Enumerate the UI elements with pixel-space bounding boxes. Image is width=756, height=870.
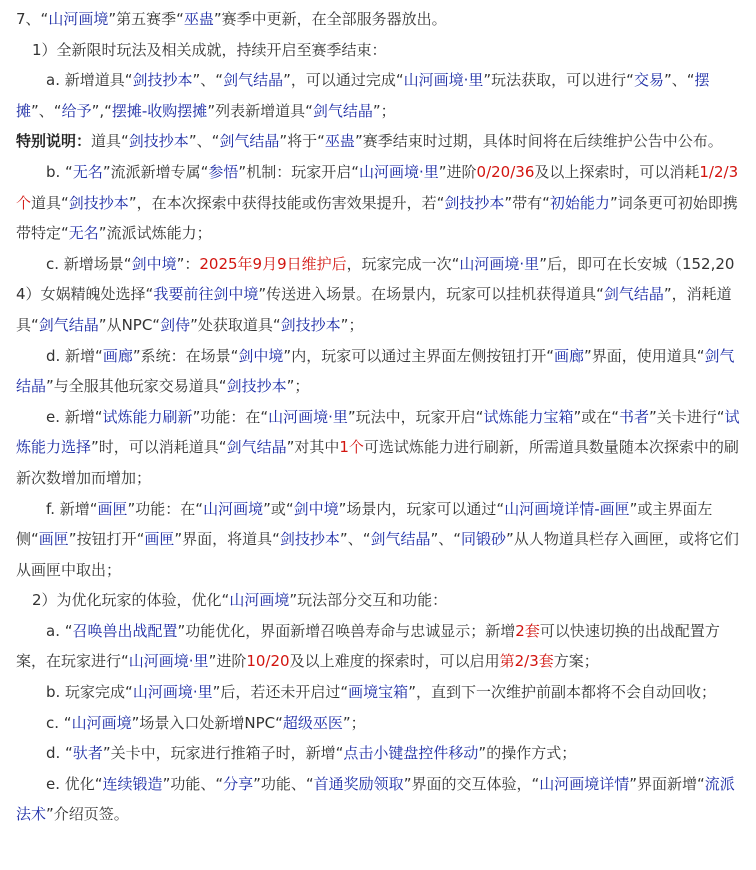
text-run: ”玩法部分交互和功能： <box>289 591 448 610</box>
text-run: ”传送进入场景。在场景内，玩家可以挂机获得道具“ <box>258 285 604 304</box>
text-run: e. 优化“ <box>46 774 103 793</box>
highlight-term: 剑技抄本 <box>68 193 129 212</box>
text-run: e. 新增“ <box>46 407 103 426</box>
text-run: 及以上难度的探索时，可以启用 <box>289 652 500 671</box>
text-run: c. 新增场景“ <box>46 254 132 273</box>
highlight-term: 山河画境·里 <box>268 407 348 426</box>
highlight-term: 剑技抄本 <box>128 132 189 151</box>
highlight-term: 画匣 <box>144 530 175 549</box>
text-run: ”； <box>286 377 310 396</box>
highlight-term: 摆摊 <box>16 71 710 120</box>
highlight-term: 山河画境·里 <box>459 254 540 273</box>
text-run: ”； <box>340 315 364 334</box>
highlight-term: 点击小键盘控件移动 <box>343 744 479 763</box>
highlight-term: 剑中境 <box>238 346 284 365</box>
highlight-number: 第2/3套 <box>499 652 554 671</box>
text-run: 及以上探索时，可以消耗 <box>534 162 700 181</box>
highlight-term: 山河画境 <box>229 591 290 610</box>
paragraph-l11 <box>16 616 742 677</box>
highlight-term: 剑技抄本 <box>280 315 341 334</box>
text-run: ”界面，将道具“ <box>174 530 280 549</box>
text-run: a. “ <box>46 621 73 640</box>
highlight-number: 2025年9月9日维护后 <box>199 254 347 273</box>
text-run: 1）全新限时玩法及相关成就，持续开启至赛季结束： <box>32 40 387 59</box>
highlight-number: 0/20/36 <box>476 162 535 181</box>
highlight-term: 试炼能力刷新 <box>102 407 193 426</box>
text-run: 可选试炼能力进行刷新，所需道具数量随本次探索中的刷新次数增加而增加； <box>16 438 739 487</box>
highlight-term: 分享 <box>223 774 254 793</box>
text-run: a. 新增道具“ <box>46 71 133 90</box>
text-run: ”流派试炼能力； <box>98 224 212 243</box>
text-run: ”机制：玩家开启“ <box>238 162 359 181</box>
text-run: ”； <box>342 713 366 732</box>
text-run: ”功能：在“ <box>192 407 269 426</box>
highlight-term: 剑技抄本 <box>279 530 340 549</box>
highlight-number: 1个 <box>339 438 364 457</box>
highlight-term: 山河画境·里 <box>128 652 209 671</box>
highlight-term: 剑气结晶 <box>219 132 280 151</box>
paragraph-l5 <box>16 157 742 249</box>
text-run: ”、“ <box>31 101 62 120</box>
highlight-term: 试炼能力选择 <box>16 407 740 457</box>
text-run: ”对其中 <box>286 438 340 457</box>
paragraph-l15 <box>16 769 742 830</box>
paragraph-l14 <box>16 738 742 769</box>
highlight-number: 10/20 <box>246 652 290 671</box>
highlight-term: 巫蛊 <box>183 10 214 28</box>
text-run: ”内，玩家可以通过主界面左侧按钮打开“ <box>283 346 554 365</box>
text-run: ”玩法获取，可以进行“ <box>483 71 634 90</box>
highlight-term: 摆摊-收购摆摊 <box>111 101 208 120</box>
text-run: 方案； <box>553 652 599 671</box>
highlight-term: 剑中境 <box>131 254 177 273</box>
text-run: ”，消耗道具“ <box>16 285 732 334</box>
text-run: ”或主界面左侧“ <box>16 499 713 549</box>
text-run: ”、“ <box>430 530 462 549</box>
text-run: ”将于“ <box>279 132 325 151</box>
text-run: ”场景内，玩家可以通过“ <box>338 499 505 518</box>
text-run: ”带有“ <box>504 193 550 212</box>
paragraph-l6 <box>16 249 742 341</box>
highlight-term: 同锻砂 <box>461 530 507 549</box>
highlight-number: 1/2/3个 <box>16 162 739 212</box>
highlight-term: 剑技抄本 <box>444 193 505 212</box>
highlight-term: 书者 <box>619 407 650 426</box>
highlight-term: 画廊 <box>553 346 584 365</box>
text-run: ”处获取道具“ <box>190 315 281 334</box>
highlight-term: 我要前往剑中境 <box>153 285 259 304</box>
text-run: ”、“ <box>188 132 220 151</box>
text-run: ”词条更可初始即携带特定“ <box>16 193 738 243</box>
highlight-term: 无名 <box>72 162 103 181</box>
text-run: ”界面的交互体验，“ <box>403 774 540 793</box>
text-run: ”列表新增道具“ <box>207 101 313 120</box>
text-run: c. “ <box>46 713 72 732</box>
text-run: ”，直到下一次维护前副本都将不会自动回收； <box>408 683 716 702</box>
paragraph-l1 <box>16 4 742 35</box>
paragraph-l4 <box>16 126 742 157</box>
paragraph-l12 <box>16 677 742 708</box>
text-run: ”或“ <box>263 499 294 518</box>
bold-label: 特别说明： <box>16 132 92 151</box>
text-run: 可以快速切换的出战配置方案，在玩家进行“ <box>16 621 720 671</box>
highlight-term: 山河画境 <box>71 713 132 732</box>
highlight-term: 山河画境·里 <box>132 683 213 702</box>
text-run: ”系统：在场景“ <box>132 346 239 365</box>
highlight-term: 剑气结晶 <box>312 101 373 120</box>
highlight-term: 剑气结晶 <box>38 315 99 334</box>
text-run: ”从人物道具栏存入画匣，或将它们从画匣中取出； <box>16 530 739 579</box>
highlight-term: 试炼能力宝箱 <box>483 407 574 426</box>
text-run: ”关卡中，玩家进行推箱子时，新增“ <box>102 744 344 763</box>
highlight-term: 剑技抄本 <box>132 71 193 90</box>
highlight-term: 初始能力 <box>549 193 610 212</box>
highlight-term: 山河画境 <box>48 10 109 28</box>
text-run: ”与全服其他玩家交易道具“ <box>46 377 227 396</box>
text-run: ”玩法中，玩家开启“ <box>347 407 484 426</box>
text-run: 道具“ <box>91 132 129 151</box>
text-run: ”界面新增“ <box>629 774 705 793</box>
text-run: b. “ <box>46 162 73 181</box>
highlight-term: 剑气结晶 <box>603 285 664 304</box>
highlight-term: 山河画境详情-画匣 <box>504 499 630 518</box>
text-run: ”赛季中更新，在全部服务器放出。 <box>213 10 447 28</box>
text-run: ”； <box>372 101 396 120</box>
highlight-term: 山河画境详情 <box>539 774 630 793</box>
highlight-term: 画境宝箱 <box>348 683 409 702</box>
text-run: ”界面，使用道具“ <box>583 346 705 365</box>
highlight-term: 画廊 <box>102 346 133 365</box>
text-run: 道具“ <box>31 193 69 212</box>
highlight-number: 2套 <box>515 621 540 640</box>
highlight-term: 剑气结晶 <box>226 438 287 457</box>
paragraph-l8 <box>16 402 742 494</box>
highlight-term: 连续锻造 <box>102 774 163 793</box>
text-run: ”进阶 <box>438 162 477 181</box>
text-run: ”介绍页签。 <box>46 805 129 824</box>
highlight-term: 参悟 <box>208 162 239 181</box>
text-run: ，玩家完成一次“ <box>346 254 460 273</box>
text-run: ”或在“ <box>573 407 619 426</box>
highlight-term: 流派法术 <box>16 774 735 824</box>
text-run: 2）为优化玩家的体验，优化“ <box>32 591 230 610</box>
highlight-term: 剑侍 <box>160 315 191 334</box>
text-run: ”第五赛季“ <box>108 10 184 28</box>
highlight-term: 山河画境·里 <box>358 162 439 181</box>
text-run: ”、“ <box>663 71 695 90</box>
text-run: d. “ <box>46 744 73 763</box>
highlight-term: 山河画境·里 <box>403 71 484 90</box>
text-run: ”时，可以消耗道具“ <box>91 438 227 457</box>
text-run: ”功能优化，界面新增召唤兽寿命与忠诚显示；新增 <box>177 621 516 640</box>
paragraph-l2 <box>16 35 742 66</box>
text-run: d. 新增“ <box>46 346 103 365</box>
paragraph-l10 <box>16 585 742 616</box>
text-run: ”，在本次探索中获得技能或伤害效果提升，若“ <box>128 193 445 212</box>
text-run: f. 新增“ <box>46 499 98 518</box>
text-run: ”进阶 <box>208 652 247 671</box>
highlight-term: 首通奖励领取 <box>313 774 404 793</box>
highlight-term: 无名 <box>68 224 99 243</box>
text-run: ”流派新增专属“ <box>102 162 209 181</box>
highlight-term: 画匣 <box>97 499 128 518</box>
paragraph-l9 <box>16 494 742 586</box>
text-run: ”功能：在“ <box>127 499 204 518</box>
paragraph-l3 <box>16 65 742 126</box>
text-run: ”赛季结束时过期，具体时间将在后续维护公告中公布。 <box>354 132 723 151</box>
text-run: 7、“ <box>16 10 49 28</box>
text-run: b. 玩家完成“ <box>46 683 133 702</box>
text-run: ”从NPC“ <box>98 315 161 334</box>
text-run: ”，可以通过完成“ <box>283 71 404 90</box>
highlight-term: 剑中境 <box>293 499 339 518</box>
text-run: ”后，若还未开启过“ <box>212 683 349 702</box>
text-run: ”关卡进行“ <box>649 407 725 426</box>
highlight-term: 剑气结晶 <box>16 346 735 396</box>
text-run: ”功能、“ <box>162 774 224 793</box>
highlight-term: 巫蛊 <box>324 132 355 151</box>
paragraph-l13 <box>16 708 742 739</box>
text-run: ”功能、“ <box>253 774 314 793</box>
highlight-term: 驮者 <box>72 744 103 763</box>
text-run: ”场景入口处新增NPC“ <box>131 713 283 732</box>
highlight-term: 剑气结晶 <box>223 71 284 90</box>
highlight-term: 山河画境 <box>203 499 264 518</box>
highlight-term: 超级巫医 <box>282 713 343 732</box>
highlight-term: 剑气结晶 <box>370 530 431 549</box>
text-run: ”按钮打开“ <box>68 530 145 549</box>
highlight-term: 剑技抄本 <box>226 377 287 396</box>
highlight-term: 召唤兽出战配置 <box>72 621 178 640</box>
highlight-term: 交易 <box>633 71 664 90</box>
text-run: ”的操作方式； <box>478 744 577 763</box>
highlight-term: 画匣 <box>38 530 69 549</box>
highlight-term: 给予 <box>61 101 92 120</box>
text-run: ”： <box>176 254 200 273</box>
text-run: ”、“ <box>192 71 224 90</box>
paragraph-l7 <box>16 341 742 402</box>
text-run: ”后，即可在长安城（152,204）女娲精魄处选择“ <box>16 254 735 304</box>
text-run: ”、“ <box>339 530 371 549</box>
text-run: ”,“ <box>91 101 112 120</box>
